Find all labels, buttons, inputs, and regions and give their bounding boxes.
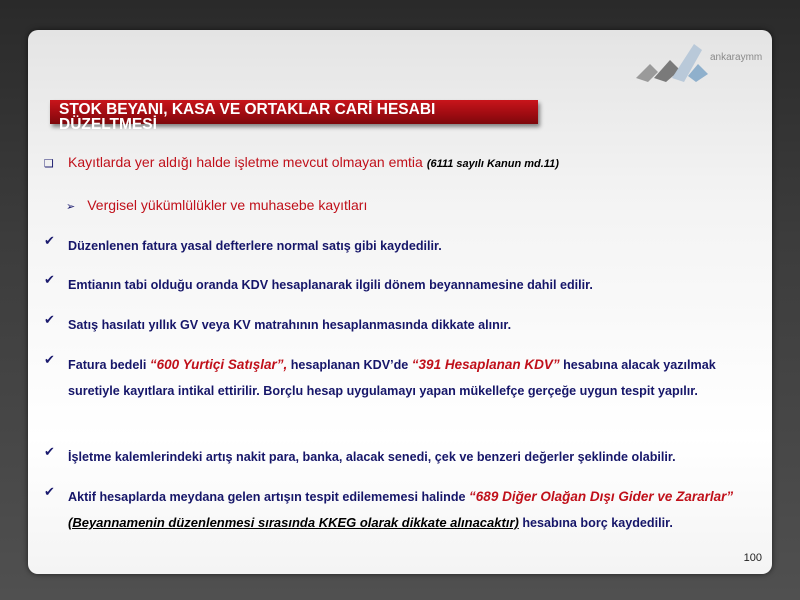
c6-part-a: Aktif hesaplarda meydana gelen artışın tespit edilememesi halinde — [68, 490, 470, 504]
check-item-3 — [44, 312, 768, 338]
check-text-2: Emtianın tabi olduğu oranda KDV hesaplanarak ilgili dönem beyannamesine dahil edilir. — [68, 278, 593, 292]
check-item-4 — [44, 352, 768, 404]
slide-title — [50, 100, 538, 133]
page-number: 100 — [743, 552, 762, 564]
c4-part-e: hesabına alacak yazılmak suretiyle kayıtlara intikal ettirilir. Borçlu hesap uygulamayı yapan mükellefçe gerçeğe uygun tespit yapılır. — [68, 358, 716, 398]
arrow-bullet-icon: ➢ — [66, 201, 76, 213]
logo-text: ankaraymm — [710, 52, 763, 63]
title-text: STOK BEYANI, KASA VE ORTAKLAR CARİ HESABI DÜZELTMESİ — [59, 101, 436, 133]
slide — [28, 30, 772, 574]
check-text-4 — [68, 352, 768, 404]
checkmark-icon: ✔ — [44, 233, 55, 248]
check-text-3: Satış hasılatı yıllık GV veya KV matrahının hesaplanmasında dikkate alınır. — [68, 318, 512, 332]
kkeg-note: (Beyannamenin düzenlenmesi sırasında KKEG olarak dikkate alınacaktır) — [68, 515, 519, 530]
checkmark-icon: ✔ — [44, 272, 55, 287]
checkmark-icon: ✔ — [44, 444, 55, 459]
checkmark-icon: ✔ — [44, 352, 55, 367]
account-600: “600 Yurtiçi Satışlar”, — [149, 357, 288, 372]
c4-part-a: Fatura bedeli — [68, 358, 150, 372]
account-689: “689 Diğer Olağan Dışı Gider ve Zararlar” — [469, 489, 734, 504]
square-bullet-icon: ❑ — [44, 158, 54, 170]
heading-bullet-text: Kayıtlarda yer aldığı halde işletme mevcut olmayan emtia — [68, 154, 423, 170]
c4-part-c: hesaplanan KDV’de — [287, 358, 412, 372]
checkmark-icon: ✔ — [44, 484, 55, 499]
heading-bullet — [44, 154, 559, 172]
c6-part-d: hesabına borç kaydedilir. — [518, 516, 673, 530]
check-item-5 — [44, 444, 768, 470]
check-text-6 — [68, 484, 768, 536]
check-text-5: İşletme kalemlerindeki artış nakit para, banka, alacak senedi, çek ve benzeri değerler şeklinde olabilir. — [68, 450, 676, 464]
heading-bullet-citation: (6111 sayılı Kanun md.11) — [426, 158, 559, 170]
account-391: “391 Hesaplanan KDV” — [411, 357, 560, 372]
company-logo — [636, 38, 766, 86]
check-item-1 — [44, 233, 768, 259]
check-item-2 — [44, 272, 768, 298]
check-item-6 — [44, 484, 768, 536]
sub-bullet — [66, 197, 367, 213]
checkmark-icon: ✔ — [44, 312, 55, 327]
check-text-1: Düzenlenen fatura yasal defterlere normal satış gibi kaydedilir. — [68, 239, 442, 253]
sub-bullet-text: Vergisel yükümlülükler ve muhasebe kayıtları — [87, 197, 368, 213]
